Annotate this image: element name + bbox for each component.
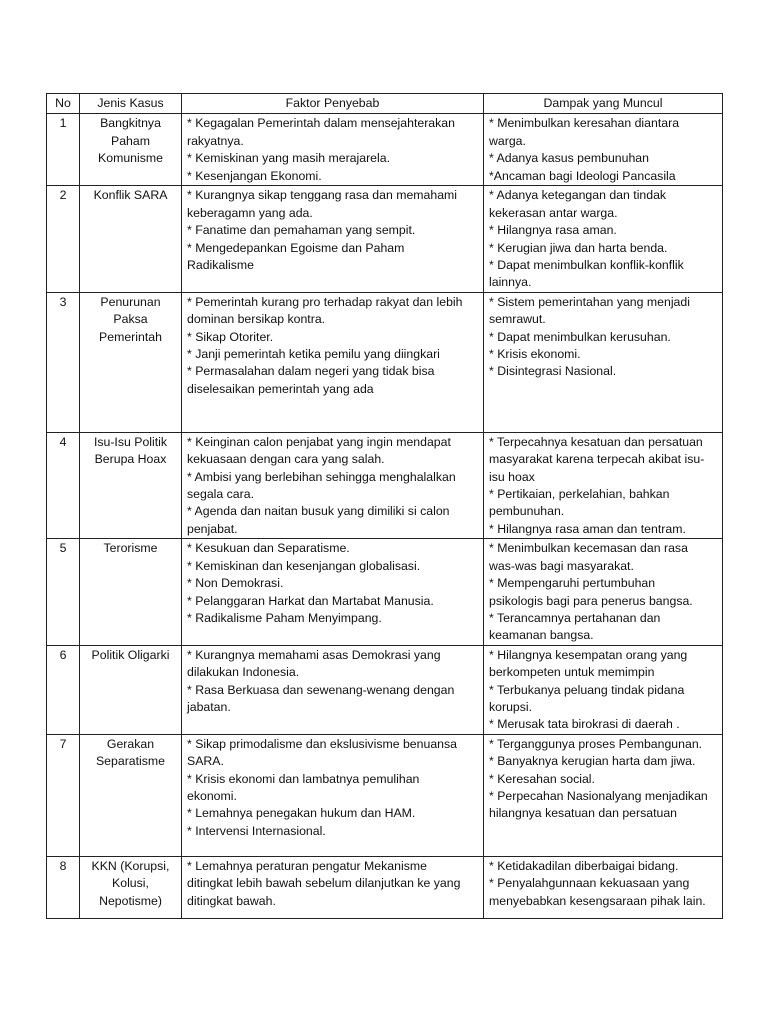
faktor-penyebab-cell	[182, 186, 484, 292]
faktor-penyebab-cell-line: * Radikalisme Paham Menyimpang.	[187, 610, 382, 625]
faktor-penyebab-cell-line: * Kesenjangan Ekonomi.	[187, 168, 322, 183]
faktor-penyebab-cell-line: ekonomi.	[187, 788, 237, 803]
jenis-kasus-cell-line: Paham	[111, 133, 150, 148]
dampak-cell-line: * Menimbulkan keresahan diantara	[489, 116, 680, 131]
jenis-kasus-cell-line: Penurunan	[100, 294, 161, 309]
header-no: No	[47, 94, 80, 114]
dampak-cell-line: hilangnya kesatuan dan persatuan	[489, 806, 678, 821]
faktor-penyebab-cell-line: * Kemiskinan yang masih merajarela.	[187, 151, 390, 166]
jenis-kasus-cell-line: Berupa Hoax	[94, 452, 167, 467]
dampak-cell-line: * Merusak tata birokrasi di daerah .	[489, 717, 680, 732]
jenis-kasus-cell	[80, 539, 182, 645]
faktor-penyebab-cell-line: * Pelanggaran Harkat dan Martabat Manusia.	[187, 593, 434, 608]
faktor-penyebab-cell	[182, 114, 484, 186]
dampak-cell-line: * Perpecahan Nasionalyang menjadikan	[489, 788, 708, 803]
dampak-cell	[484, 645, 723, 734]
faktor-penyebab-cell-line: rakyatnya.	[187, 133, 244, 148]
dampak-cell-line: * Hilangnya rasa aman.	[489, 223, 617, 238]
dampak-cell-line: * Mempengaruhi pertumbuhan	[489, 576, 656, 591]
dampak-cell-line: pembunuhan.	[489, 504, 565, 519]
dampak-cell-line: * Hilangnya kesempatan orang yang	[489, 647, 688, 662]
dampak-cell-line: masyarakat karena terpecah akibat isu-	[489, 452, 705, 467]
row-number	[47, 645, 80, 734]
row-number	[47, 114, 80, 186]
dampak-cell-line: berkompeten untuk memimpin	[489, 665, 655, 680]
table-row	[47, 186, 723, 292]
jenis-kasus-cell-line: Komunisme	[98, 151, 163, 166]
row-number	[47, 292, 80, 432]
dampak-cell	[484, 856, 723, 918]
faktor-penyebab-cell	[182, 734, 484, 856]
jenis-kasus-cell-line: KKN (Korupsi,	[91, 858, 170, 873]
faktor-penyebab-cell-line: dominan bersikap kontra.	[187, 312, 326, 327]
dampak-cell-line: was-was bagi masyarakat.	[489, 558, 634, 573]
faktor-penyebab-cell-line: * Sikap Otoriter.	[187, 329, 274, 344]
jenis-kasus-cell-line: Bangkitnya	[100, 116, 161, 131]
dampak-cell-line: * Sistem pemerintahan yang menjadi	[489, 294, 690, 309]
jenis-kasus-cell-line: Politik Oligarki	[91, 647, 170, 662]
faktor-penyebab-cell	[182, 539, 484, 645]
dampak-cell-line: lainnya.	[489, 275, 532, 290]
row-number-line: 7	[59, 736, 67, 751]
faktor-penyebab-cell-line: * Lemahnya penegakan hukum dan HAM.	[187, 806, 416, 821]
dampak-cell-line: kekerasan antar warga.	[489, 205, 618, 220]
dampak-cell-line: isu hoax	[489, 469, 535, 484]
dampak-cell-line: * Banyaknya kerugian harta dam jiwa.	[489, 754, 696, 769]
row-number-line: 3	[59, 294, 67, 309]
dampak-cell-line: * Terpecahnya kesatuan dan persatuan	[489, 434, 703, 449]
dampak-cell-line: * Terganggunya proses Pembangunan.	[489, 736, 703, 751]
faktor-penyebab-cell	[182, 432, 484, 538]
dampak-cell-line: * Adanya ketegangan dan tindak	[489, 188, 667, 203]
header-faktor-penyebab: Faktor Penyebab	[182, 94, 484, 114]
table-row	[47, 292, 723, 432]
dampak-cell-line: warga.	[489, 133, 526, 148]
jenis-kasus-cell-line: Isu-Isu Politik	[93, 434, 168, 449]
faktor-penyebab-cell-line: * Sikap primodalisme dan ekslusivisme benuansa	[187, 736, 457, 751]
header-row	[47, 94, 723, 114]
faktor-penyebab-cell-line: penjabat.	[187, 521, 238, 536]
dampak-cell-line: * Kerugian jiwa dan harta benda.	[489, 240, 668, 255]
table-row	[47, 645, 723, 734]
faktor-penyebab-cell-line: * Lemahnya peraturan pengatur Mekanisme	[187, 858, 427, 873]
jenis-kasus-cell	[80, 114, 182, 186]
faktor-penyebab-cell-line: Radikalisme	[187, 258, 254, 273]
dampak-cell-line: * Terancamnya pertahanan dan	[489, 610, 661, 625]
faktor-penyebab-cell-line: * Non Demokrasi.	[187, 576, 284, 591]
faktor-penyebab-cell-line: jabatan.	[187, 699, 231, 714]
faktor-penyebab-cell-line: * Mengedepankan Egoisme dan Paham	[187, 240, 405, 255]
faktor-penyebab-cell-line: * Rasa Berkuasa dan sewenang-wenang dengan	[187, 682, 455, 697]
dampak-cell-line: * Hilangnya rasa aman dan tentram.	[489, 521, 686, 536]
dampak-cell-line: * Ketidakadilan diberbaigai bidang.	[489, 858, 679, 873]
dampak-cell-line: * Penyalahgunnaan kekuasaan yang	[489, 876, 690, 891]
faktor-penyebab-cell-line: SARA.	[187, 754, 224, 769]
dampak-cell-line: * Pertikaian, perkelahian, bahkan	[489, 487, 670, 502]
row-number-line: 1	[59, 116, 67, 131]
jenis-kasus-cell-line: Pemerintah	[99, 329, 162, 344]
jenis-kasus-cell	[80, 432, 182, 538]
row-number	[47, 539, 80, 645]
faktor-penyebab-cell-line: * Kemiskinan dan kesenjangan globalisasi.	[187, 558, 421, 573]
dampak-cell-line: psikologis bagi para penerus bangsa.	[489, 593, 693, 608]
row-number	[47, 856, 80, 918]
dampak-cell-line: semrawut.	[489, 312, 546, 327]
row-number	[47, 432, 80, 538]
row-number-line: 6	[59, 647, 67, 662]
faktor-penyebab-cell-line: diselesaikan pemerintah yang ada	[187, 381, 374, 396]
jenis-kasus-cell-line: Kolusi,	[112, 876, 149, 891]
table-row	[47, 734, 723, 856]
header-jenis-kasus: Jenis Kasus	[80, 94, 182, 114]
jenis-kasus-cell-line: Terorisme	[103, 541, 158, 556]
table-row	[47, 539, 723, 645]
row-number	[47, 734, 80, 856]
dampak-cell	[484, 292, 723, 432]
row-number-line: 4	[59, 434, 67, 449]
faktor-penyebab-cell-line: * Keinginan calon penjabat yang ingin mendapat	[187, 434, 451, 449]
dampak-cell-line: * Adanya kasus pembunuhan	[489, 151, 649, 166]
faktor-penyebab-cell-line: * Kurangnya memahami asas Demokrasi yang	[187, 647, 441, 662]
jenis-kasus-cell-line: Konflik SARA	[93, 188, 168, 203]
table-row	[47, 432, 723, 538]
row-number	[47, 186, 80, 292]
jenis-kasus-cell	[80, 734, 182, 856]
faktor-penyebab-cell-line: * Krisis ekonomi dan lambatnya pemulihan	[187, 771, 420, 786]
faktor-penyebab-cell-line: keberagamn yang ada.	[187, 205, 313, 220]
jenis-kasus-cell-line: Gerakan	[106, 736, 155, 751]
faktor-penyebab-cell-line: ditingkat bawah.	[187, 893, 276, 908]
dampak-cell-line: * Dapat menimbulkan kerusuhan.	[489, 329, 671, 344]
faktor-penyebab-cell	[182, 645, 484, 734]
dampak-cell	[484, 186, 723, 292]
faktor-penyebab-cell-line: * Intervensi Internasional.	[187, 823, 326, 838]
dampak-cell-line: * Menimbulkan kecemasan dan rasa	[489, 541, 688, 556]
row-number-line: 2	[59, 188, 67, 203]
row-number-line: 5	[59, 541, 67, 556]
faktor-penyebab-cell-line: dilakukan Indonesia.	[187, 665, 300, 680]
faktor-penyebab-cell-line: kekuasaan dengan cara yang salah.	[187, 452, 385, 467]
jenis-kasus-cell	[80, 856, 182, 918]
dampak-cell-line: * Disintegrasi Nasional.	[489, 364, 617, 379]
jenis-kasus-cell	[80, 186, 182, 292]
faktor-penyebab-cell	[182, 856, 484, 918]
jenis-kasus-cell-line: Paksa	[113, 312, 148, 327]
dampak-cell	[484, 734, 723, 856]
dampak-cell-line: * Keresahan social.	[489, 771, 595, 786]
dampak-cell-line: * Terbukanya peluang tindak pidana	[489, 682, 685, 697]
dampak-cell-line: * Dapat menimbulkan konflik-konflik	[489, 258, 684, 273]
jenis-kasus-cell	[80, 645, 182, 734]
row-number-line: 8	[59, 858, 67, 873]
table-row	[47, 114, 723, 186]
faktor-penyebab-cell-line: * Kurangnya sikap tenggang rasa dan memahami	[187, 188, 458, 203]
jenis-kasus-cell-line: Separatisme	[95, 754, 166, 769]
dampak-cell-line: keamanan bangsa.	[489, 628, 594, 643]
faktor-penyebab-cell-line: segala cara.	[187, 487, 254, 502]
faktor-penyebab-cell-line: * Permasalahan dalam negeri yang tidak bisa	[187, 364, 435, 379]
faktor-penyebab-cell	[182, 292, 484, 432]
faktor-penyebab-cell-line: * Ambisi yang berlebihan sehingga menghalalkan	[187, 469, 456, 484]
dampak-cell-line: *Ancaman bagi Ideologi Pancasila	[489, 168, 676, 183]
jenis-kasus-cell-line: Nepotisme)	[99, 893, 162, 908]
faktor-penyebab-cell-line: * Agenda dan naitan busuk yang dimiliki si calon	[187, 504, 450, 519]
table-row	[47, 856, 723, 918]
dampak-cell	[484, 114, 723, 186]
dampak-cell-line: korupsi.	[489, 699, 533, 714]
faktor-penyebab-cell-line: * Kesukuan dan Separatisme.	[187, 541, 350, 556]
cases-table	[46, 93, 723, 919]
header-dampak: Dampak yang Muncul	[484, 94, 723, 114]
faktor-penyebab-cell-line: * Pemerintah kurang pro terhadap rakyat dan lebih	[187, 294, 463, 309]
faktor-penyebab-cell-line: * Kegagalan Pemerintah dalam mensejahterakan	[187, 116, 455, 131]
jenis-kasus-cell	[80, 292, 182, 432]
dampak-cell-line: * Krisis ekonomi.	[489, 347, 581, 362]
dampak-cell-line: menyebabkan kesengsaraan pihak lain.	[489, 893, 706, 908]
dampak-cell	[484, 432, 723, 538]
faktor-penyebab-cell-line: * Janji pemerintah ketika pemilu yang diingkari	[187, 347, 440, 362]
dampak-cell	[484, 539, 723, 645]
faktor-penyebab-cell-line: * Fanatime dan pemahaman yang sempit.	[187, 223, 416, 238]
faktor-penyebab-cell-line: ditingkat lebih bawah sebelum dilanjutkan ke yang	[187, 876, 461, 891]
